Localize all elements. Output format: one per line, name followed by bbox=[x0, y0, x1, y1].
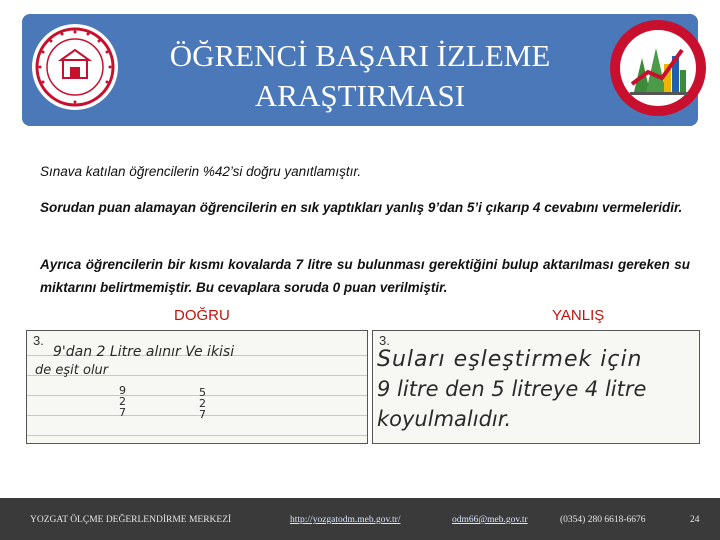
digit: 7 bbox=[119, 406, 126, 419]
paragraph-common-error: Sorudan puan alamayan öğrencilerin en sık yaptıkları yanlış 9’dan 5’i çıkarıp 4 cevabını vermeleridir. bbox=[40, 200, 683, 215]
handwritten-line-2: de eşit olur bbox=[35, 363, 109, 378]
header bbox=[0, 0, 720, 140]
digit: 5 bbox=[199, 386, 206, 399]
label-correct: DOĞRU bbox=[174, 307, 230, 324]
correct-answer-sample bbox=[26, 330, 368, 444]
handwritten-line-1: 9'dan 2 Litre alınır Ve ikisi bbox=[53, 344, 235, 360]
handwritten-line-2: 9 litre den 5 litreye 4 litre bbox=[377, 377, 647, 401]
handwritten-line-1: Suları eşleştirmek için bbox=[377, 347, 643, 372]
title-line-1: ÖĞRENCİ BAŞARI İZLEME bbox=[169, 38, 551, 73]
digit: 9 bbox=[119, 384, 126, 397]
paragraph-missing-amount: Ayrıca öğrencilerin bir kısmı kovalarda 7 litre su bulunması gerektiğini bulup aktarılması gereken su miktarını belirtmemiştir. Bu cevaplara soruda 0 puan verilmiştir. bbox=[40, 257, 690, 295]
footer-website-link[interactable]: http://yozgatodm.meb.gov.tr/ bbox=[290, 515, 401, 525]
handwritten-column-1 bbox=[119, 385, 131, 418]
paragraph-success-rate: Sınava katılan öğrencilerin %42’si doğru yanıtlamıştır. bbox=[40, 164, 362, 179]
page-number: 24 bbox=[690, 515, 700, 525]
footer-email-link[interactable]: odm66@meb.gov.tr bbox=[452, 515, 528, 525]
question-number: 3. bbox=[33, 333, 44, 348]
digit: 7 bbox=[199, 408, 206, 421]
footer-phone: (0354) 280 6618-6676 bbox=[560, 515, 646, 525]
odm-logo-icon bbox=[608, 18, 708, 118]
digit: 2 bbox=[119, 395, 126, 408]
label-wrong: YANLIŞ bbox=[552, 307, 605, 324]
handwritten-line-3: koyulmalıdır. bbox=[377, 407, 512, 431]
handwritten-column-2 bbox=[199, 387, 211, 420]
question-number: 3. bbox=[379, 333, 390, 348]
page-title bbox=[120, 36, 600, 116]
wrong-answer-sample bbox=[372, 330, 700, 444]
footer-organization: YOZGAT ÖLÇME DEĞERLENDİRME MERKEZİ bbox=[30, 515, 232, 525]
digit: 2 bbox=[199, 397, 206, 410]
footer bbox=[0, 498, 720, 540]
title-line-2: ARAŞTIRMASI bbox=[254, 78, 466, 113]
ministry-logo-icon bbox=[30, 22, 120, 112]
